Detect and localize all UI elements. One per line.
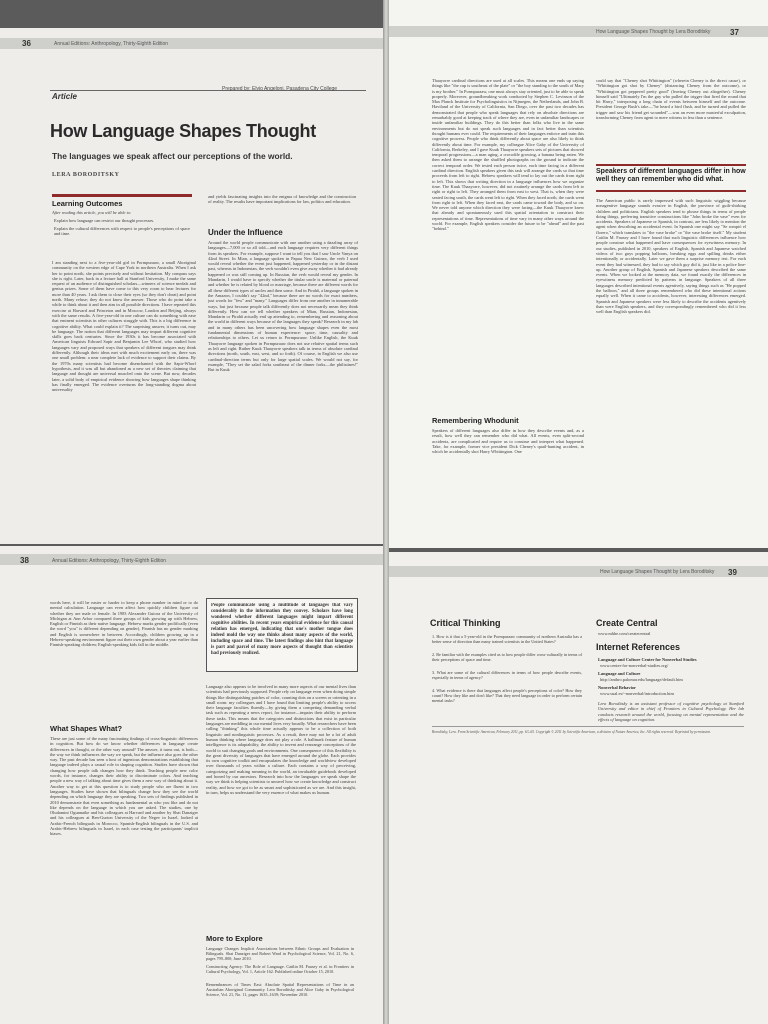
critical-thinking-heading: Critical Thinking (430, 618, 501, 628)
section-heading: What Shapes What? (50, 724, 123, 733)
question-item: 3. What are some of the cultural differences in terms of how people describe events, especially in terms of agency? (432, 670, 582, 680)
section-heading: Under the Influence (208, 228, 283, 237)
pull-quote: Speakers of different languages differ in how well they can remember who did what. (596, 168, 746, 184)
body-column-left-bottom: Speakers of different languages also differ in how they describe events and, as a result, how well they can remember who did what. All events, even split-second accidents, are complicated and require us to construe and interpret what happened. Take, for example, former vice president Dick Cheney's quail-hunting accident, in which he accidentally shot Harry Whittington. One (432, 428, 584, 455)
create-central-url: www.mhhe.com/createcentral (598, 631, 651, 636)
page-number: 39 (728, 568, 737, 577)
page-number: 38 (20, 556, 29, 565)
body-column-left: words here, it will be easier or harder to keep a phone number in mind or to do mental calculation. Language can even affect how quickly children figure out whether they are male or female. In 1983 Alexander Guiora of the University of Michigan at Ann Arbor compared three groups of kids growing up with Hebrew, English or Finnish as their native language. Hebrew marks gender prolifically (even the word "you" is different depending on gender), Finnish has no gender marking and English is somewhere in between. Accordingly, children growing up in a Hebrew-speaking environment figure out their own gender about a year earlier than Finnish-speaking children; English-speaking kids fall in the middle. (50, 600, 198, 648)
running-head: Annual Editions: Anthropology, Thirty-Eighth Edition (52, 558, 167, 564)
reference-name: Nonverbal Behavior (598, 685, 636, 690)
create-central-heading: Create Central (596, 618, 658, 628)
summary-box (206, 598, 358, 672)
objective-item: Explain the cultural differences with respect to people's perceptions of space and time. (54, 226, 190, 237)
pull-quote-rule (596, 190, 746, 192)
reference-url[interactable]: http://anthro.palomar.edu/language/default.htm (600, 677, 683, 682)
author-bio: Lera Boroditsky is an assistant professor of cognitive psychology at Stanford University and editor in chief of Frontiers in Cultural Psychology. Her lab conducts research around the world, focusing on mental representation and the effects of language on cognition. (598, 701, 744, 722)
objectives-intro: After reading this article, you will be able to: (52, 210, 132, 215)
page-number: 37 (730, 28, 739, 37)
pull-quote-rule (596, 164, 746, 166)
body-column-left: Thaayorre cardinal directions are used at all scales. This means one ends up saying things like "the cup is southeast of the plate" or "the boy standing to the south of Mary is my brother." In Pormpuraaw, one must always stay oriented, just to be able to speak properly. Moreover, groundbreaking work conducted by Stephen C. Levinson of the Max Planck Institute for Psycholinguistics in Nijmegen, the Netherlands, and John B. Haviland of the University of California, San Diego, over the past two decades has demonstrated that people who speak languages that rely on absolute directions are remarkably good at keeping track of where they are, even in unfamiliar landscapes or inside unfamiliar buildings. They do this better than folks who live in the same environments but do not speak such languages and in fact better than scientists thought humans ever could. The requirements of their languages enforce and train this cognitive prowess. People who think differently about space are also likely to think differently about time. For example, my colleague Alice Gaby of the University of California, Berkeley, and I gave Kuuk Thaayorre speakers sets of pictures that showed temporal progressions—a man aging, a crocodile growing, a banana being eaten. We then asked them to arrange the shuffled photographs on the ground to indicate the correct temporal order. We tested each person twice, each time facing in a different cardinal direction. English speakers given this task will arrange the cards so that time proceeds from left to right. Hebrew speakers will tend to lay out the cards from right to left. This shows that writing direction in a language influences how we organize time. The Kuuk Thaayorre, however, did not routinely arrange the cards from left to right or right to left. They arranged them from east to west. That is, when they were seated facing south, the cards went left to right. When they faced north, the cards went from right to left. When they faced east, the cards came toward the body, and so on. We never told anyone which direction they were facing—the Kuuk Thaayorre knew that already and spontaneously used this spatial orientation to construct their representations of time. Representations of time vary in many other ways around the world. For example, English speakers consider the future to be "ahead" and the past "behind." (432, 78, 584, 232)
page-36 (0, 28, 386, 544)
question-item: 4. What evidence is there that languages affect people's perceptions of color? How they count? How they like and don't like? That they need language in order to perform certain mental tasks? (432, 688, 582, 703)
reference-name: Language and Culture Center for Nonverbal Studies (598, 657, 697, 662)
page-39 (386, 552, 768, 1024)
objective-item: Explain how language can restrict our thought processes. (54, 218, 155, 223)
page-37 (386, 0, 768, 548)
body-column-left: I am standing next to a five-year-old girl in Pormpuraaw, a small Aboriginal community on the western edge of Cape York in northern Australia. When I ask her to point north, she points precisely and without hesitation. My compass says she is right. Later, back in a lecture hall at Stanford University, I make the same request of an audience of distinguished scholars—winners of science medals and genius prizes. Some of them have come to this very room to hear lectures for more than 40 years. I ask them to close their eyes (so they don't cheat) and point north. Many refuse; they do not know the answer. Those who do point take a while to think about it and then aim in all possible directions. I have repeated this exercise at Harvard and Princeton and in Moscow, London and Beijing, always with the same results. A five-year-old in one culture can do something with ease that eminent scientists in other cultures struggle with. This is a big difference in cognitive ability. What could explain it? The surprising answer, it turns out, may be language. The notion that different languages may impart different cognitive skills goes back centuries. Since the 1930s it has become associated with American linguists Edward Sapir and Benjamin Lee Whorf, who studied how languages vary and proposed ways that speakers of different tongues may think differently. Although their ideas met with much excitement early on, there was one small problem: a near complete lack of evidence to support their claims. By the 1970s many scientists had become disenchanted with the Sapir-Whorf hypothesis, and it was all but abandoned as a new set of theories claiming that language and thought are universal muscled onto the scene. But now, decades later, a solid body of empirical evidence showing how languages shape thinking has finally emerged. The evidence overturns the long-standing dogma about universality (52, 260, 196, 393)
article-title: How Language Shapes Thought (50, 121, 316, 141)
article-subtitle: The languages we speak affect our perceptions of the world. (52, 151, 293, 161)
reference-url[interactable]: www.center-for-nonverbal-studies.org/ (600, 663, 669, 668)
section-heading: Remembering Whodunit (432, 416, 519, 425)
column-2-top: and yields fascinating insights into the enigma of knowledge and the construction of reality. The results have important implications for law, politics and education. (208, 194, 356, 205)
header-bar (386, 26, 768, 37)
more-to-explore-heading: More to Explore (206, 934, 263, 943)
body-column-left-bottom: These are just some of the many fascinating findings of cross-linguistic differences in cognition. But how do we know whether differences in language create differences in thought, or the other way around? The answer, it turns out, is both—the way we think influences the way we speak, but the influence also goes the other way. The past decade has seen a host of ingenious demonstrations establishing that language indeed plays a causal role in shaping cognition. Studies have shown that changing how people talk changes how they think. Teaching people new color words, for instance, changes their ability to discriminate colors. And teaching people a new way of talking about time gives them a new way of thinking about it. Another way to get at this question is to study people who are fluent in two languages. Studies have shown that bilinguals change how they see the world depending on which language they are speaking. Two sets of findings published in 2010 demonstrate that even something as fundamental as who you like and do not like depends on the language in which you are asked. The studies, one by Oludamini Ogunnaike and his colleagues at Harvard and another by Shai Danziger and his colleagues at Ben-Gurion University of the Negev in Israel, looked at Arabic-French bilinguals in Morocco, Spanish-English bilinguals in the U.S. and Arabic-Hebrew bilinguals in Israel, in each case testing the participants' implicit biases. (50, 736, 198, 837)
reference-item: Constructing Agency: The Role of Language. Caitlin M. Fausey et al. in Frontiers in Cultural Psychology, Vol. 1, Article 162. Published online October 15, 2010. (206, 964, 354, 974)
reference-item: Language Changes Implicit Associations between Ethnic Groups and Evaluation in Bilinguals. Shai Danziger and Robert Ward in Psychological Science, Vol. 21, No. 6, pages 799–800; June 2010. (206, 946, 354, 961)
author-name: LERA BORODITSKY (52, 172, 120, 178)
reference-url[interactable]: www.usal.es/~nonverbal/introduction.htm (600, 691, 674, 696)
running-head: How Language Shapes Thought by Lera Boroditsky (596, 29, 711, 35)
prepared-by: Prepared by: Elvio Angeloni, Pasadena City College (222, 86, 338, 92)
reference-name: Language and Culture (598, 671, 641, 676)
page-number: 36 (22, 39, 31, 48)
running-head: Annual Editions: Anthropology, Thirty-Eighth Edition (54, 41, 169, 47)
spine-gutter (383, 0, 389, 1024)
footnote-rule (432, 726, 744, 727)
summary-box-text: People communicate using a multitude of languages that vary considerably in the information they convey. Scholars have long wondered whether different languages might impart different cognitive abilities. In recent years empirical evidence for this causal relation has emerged, indicating that one's mother tongue does indeed mold the way one thinks about many aspects of the world, including space and time. The latest findings also hint that language is part and parcel of many more aspects of thought than scientists had previously realized. (211, 603, 353, 656)
accent-bar (52, 194, 192, 197)
internet-references-heading: Internet References (596, 642, 681, 652)
column-2-top: could say that "Cheney shot Whittington" (wherein Cheney is the direct cause), or "Whittington got shot by Cheney" (distancing Cheney from the outcome), or "Whittington got peppered pretty good" (leaving Cheney out altogether). Cheney himself said "Ultimately I'm the guy who pulled the trigger that fired the round that hit Harry," interposing a long chain of events between himself and the outcome. President George Bush's take—"he heard a bird flush, and he turned and pulled the trigger and saw his friend get wounded"—was an even more masterful exculpation, transforming Cheney from agent to mere witness in less than a sentence. (596, 78, 746, 121)
question-item: 1. How is it that a 5-year-old in the Pormpuraaw community of northern Australia has a better sense of direction than many trained scientists in the United States? (432, 634, 582, 644)
body-column-right: The American public is rarely impressed with such linguistic wiggling because nonagentive language sounds evasive in English, the province of guilt-shirking children and politicians. English speakers tend to phrase things in terms of people doing things, preferring transitive constructions like "John broke the vase" even for accidents. Speakers of Japanese or Spanish, in contrast, are less likely to mention the agent when describing an accidental event. In Spanish one might say "Se rompió el florero," which translates to "the vase broke" or "the vase broke itself." My student Caitlin M. Fausey and I have found that such linguistic differences influence how people construe what happened and have consequences for eyewitness memory. In our studies, published in 2010, speakers of English, Spanish and Japanese watched videos of two guys popping balloons, breaking eggs and spilling drinks either intentionally or accidentally. Later we gave them a surprise memory test. For each event they had witnessed, they had to say which guy did it, just like in a police line-up. Another group of English, Spanish and Japanese speakers described the same events. When we looked at the memory data, we found exactly the differences in eyewitness memory predicted by patterns in language. Speakers of all three languages described intentional events agentively, saying things such as "He popped the balloon," and all three groups remembered who did these intentional actions equally well. When it came to accidents, however, interesting differences emerged. Spanish and Japanese speakers were less likely to describe the accidents agentively than were English speakers, and they correspondingly remembered who did it less well than English speakers did. (596, 198, 746, 315)
reference-item: Remembrances of Times East: Absolute Spatial Representations of Time in an Australian Aboriginal Community. Lera Boroditsky and Alice Gaby in Psychological Science, Vol. 21, No. 11, pages 1635–1639; November 2010. (206, 982, 354, 997)
page-38 (0, 546, 386, 1024)
copyright-footnote: Boroditsky, Lera. From Scientific American, February 2011, pp. 63–65. Copyright © 2011 by Scientific American, a division of Nature America, Inc. All rights reserved. Reprinted by permission. (432, 730, 711, 734)
body-column-right: Language also appears to be involved in many more aspects of our mental lives than scientists had previously supposed. People rely on language even when doing simple things like distinguishing patches of color, counting dots on a screen or orienting in a small room: my colleagues and I have found that limiting people's ability to access their language faculties fluently—by giving them a competing demanding verbal task such as repeating a news report, for instance—impairs their ability to perform these tasks. This means that the categories and distinctions that exist in particular languages are meddling in our mental lives very broadly. What researchers have been calling "thinking" this whole time actually appears to be a collection of both linguistic and nonlinguistic processes. As a result, there may not be a lot of adult human thinking where language does not play a role. A hallmark feature of human intelligence is its adaptability, the ability to invent and rearrange conceptions of the world to suit changing goals and environments. One consequence of this flexibility is the great diversity of languages that have emerged around the globe. Each provides its own cognitive toolkit and encapsulates the knowledge and worldview developed over thousands of years within a culture. Each contains a way of perceiving, categorizing and making meaning in the world, an invaluable guidebook developed and honed by our ancestors. Research into how the languages we speak shape the way we think is helping scientists to unravel how we create knowledge and construct reality, and how we got to be as smart and sophisticated as we are. And this insight, in turn, helps us understand the very essence of what makes us human. (206, 684, 356, 795)
objectives-heading: Learning Outcomes (52, 199, 123, 208)
body-column-right: Around the world people communicate with one another using a dazzling array of languages—7,000 or so all told—and each language requires very different things from its speakers. For example, suppose I want to tell you that I saw Uncle Vanya on 42nd Street. In Mian, a language spoken in Papua New Guinea, the verb I used would reveal whether the event just happened, happened yesterday or in the distant past, whereas in Indonesian, the verb wouldn't even give away whether it had already happened or was still coming up. In Russian, the verb would reveal my gender. In Mandarin, I would have to specify whether the titular uncle is maternal or paternal and whether he is related by blood or marriage, because there are different words for all these different types of uncles and then some. And in Pirahã, a language spoken in the Amazon, I couldn't say "42nd," because there are no words for exact numbers, just words for "few" and "many." Languages differ from one another in innumerable ways, but just because people talk differently does not necessarily mean they think differently. How can we tell whether speakers of Mian, Russian, Indonesian, Mandarin or Pirahã actually end up attending to, remembering and reasoning about the world in different ways because of the languages they speak? Research in my lab and in many others has been uncovering how language shapes even the most fundamental dimensions of human experience: space, time, causality and relationships to others. Let us return to Pormpuraaw. Unlike English, the Kuuk Thaayorre language spoken in Pormpuraaw does not use relative spatial terms such as left and right. Rather Kuuk Thaayorre speakers talk in terms of absolute cardinal directions (north, south, east, west, and so forth). Of course, in English we also use cardinal-direction terms but only for large spatial scales. We would not say, for example, "They set the salad forks southeast of the dinner forks—the philistines!" But in Kuuk (208, 240, 358, 373)
running-head: How Language Shapes Thought by Lera Boroditsky (600, 569, 715, 575)
section-label: Article (52, 92, 77, 101)
question-item: 2. Be familiar with the examples cited as to how people differ cross-culturally in terms of their perceptions of space and time. (432, 652, 582, 662)
